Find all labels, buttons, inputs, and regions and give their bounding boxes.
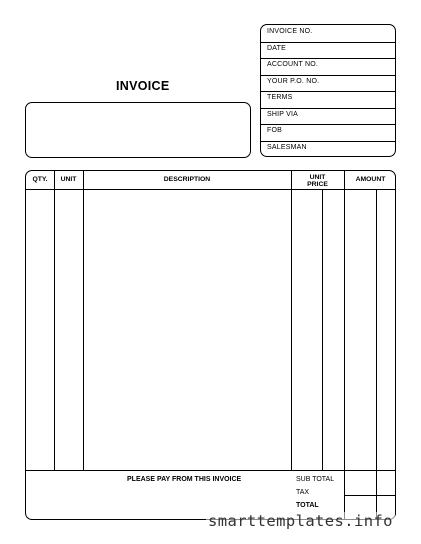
header-unit-price bbox=[291, 174, 344, 188]
field-account-no[interactable] bbox=[261, 58, 395, 76]
field-label: DATE bbox=[267, 44, 286, 52]
subtotal-divider bbox=[344, 495, 395, 496]
header-divider bbox=[26, 189, 395, 190]
watermark: smarttemplates.info bbox=[208, 512, 393, 530]
field-terms[interactable] bbox=[261, 91, 395, 109]
col-divider-qty bbox=[54, 171, 55, 470]
field-label: SHIP VIA bbox=[267, 110, 299, 118]
field-label: TERMS bbox=[267, 94, 293, 101]
subtotal-label: SUB TOTAL bbox=[296, 476, 335, 483]
col-divider-price-cents bbox=[322, 189, 323, 470]
header-unit: UNIT bbox=[60, 176, 77, 183]
header-qty: QTY. bbox=[32, 176, 48, 183]
field-salesman[interactable] bbox=[261, 141, 395, 158]
header-unit-price-line2: PRICE bbox=[307, 181, 328, 188]
field-label: ACCOUNT NO. bbox=[267, 61, 319, 68]
items-table bbox=[25, 170, 396, 520]
page-title: INVOICE bbox=[116, 79, 170, 93]
field-label: SALESMAN bbox=[267, 143, 307, 151]
field-fob[interactable] bbox=[261, 124, 395, 142]
field-label: YOUR P.O. NO. bbox=[267, 77, 320, 85]
col-divider-unit bbox=[83, 171, 84, 470]
invoice-info-box bbox=[260, 24, 396, 157]
tax-label: TAX bbox=[296, 489, 310, 496]
field-invoice-no[interactable] bbox=[261, 25, 395, 43]
col-divider-price bbox=[344, 171, 345, 519]
field-po-no[interactable] bbox=[261, 75, 395, 93]
col-divider-description bbox=[291, 171, 292, 470]
field-label: INVOICE NO. bbox=[267, 28, 313, 35]
header-description: DESCRIPTION bbox=[163, 176, 211, 183]
field-date[interactable] bbox=[261, 42, 395, 60]
header-amount: AMOUNT bbox=[355, 176, 386, 183]
field-ship-via[interactable] bbox=[261, 108, 395, 126]
bill-to-box[interactable] bbox=[25, 102, 251, 158]
footer-divider bbox=[26, 470, 395, 471]
pay-message: PLEASE PAY FROM THIS INVOICE bbox=[127, 476, 242, 483]
col-divider-amount-cents bbox=[376, 189, 377, 519]
total-label: TOTAL bbox=[296, 502, 319, 509]
field-label: FOB bbox=[267, 127, 282, 134]
header-unit-price-line1: UNIT bbox=[309, 174, 326, 181]
